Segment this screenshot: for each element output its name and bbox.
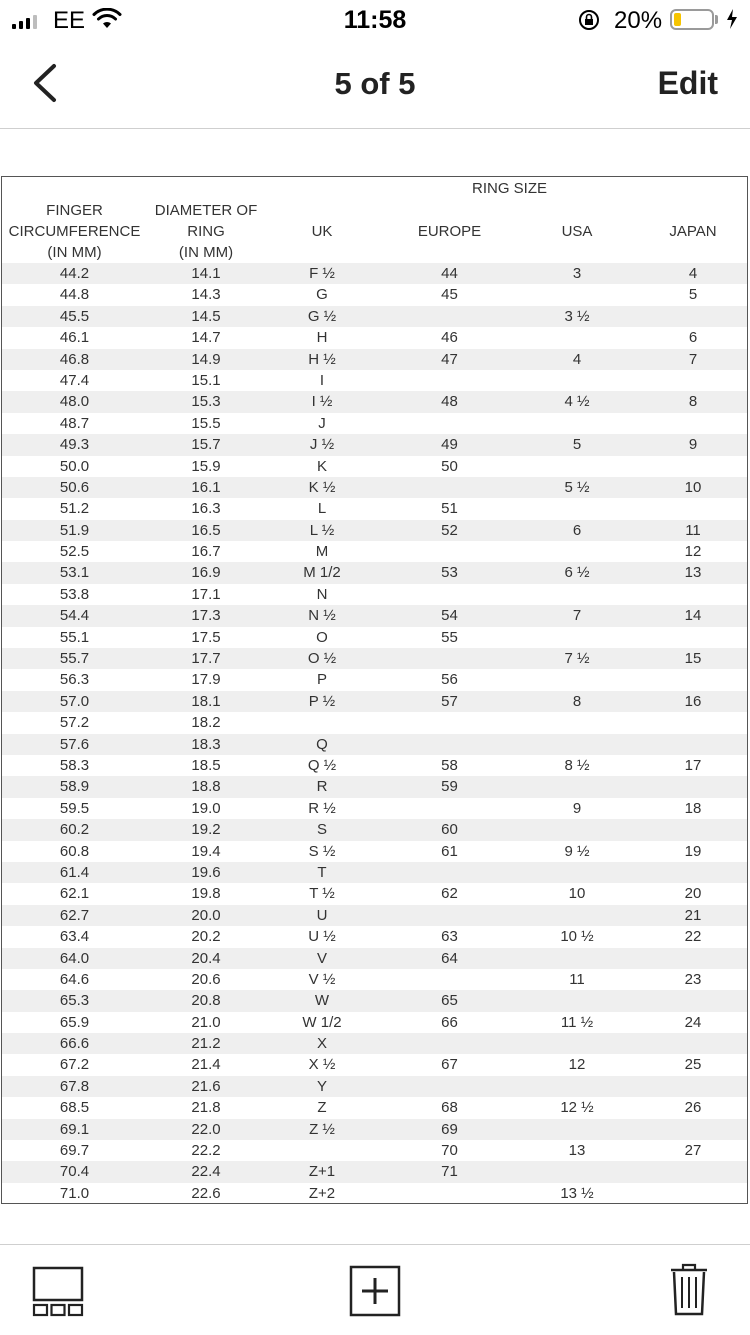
- table-row: [2, 327, 747, 348]
- table-row: [2, 712, 747, 733]
- finger-circumference-cell: 55.7: [59, 650, 90, 668]
- europe-size-cell: 63: [441, 928, 458, 946]
- japan-size-cell: 7: [688, 350, 698, 368]
- uk-size-cell: Z+2: [308, 1184, 336, 1202]
- europe-size-cell: 46: [441, 329, 458, 347]
- uk-size-cell: J ½: [309, 436, 335, 454]
- europe-size-cell: 59: [441, 778, 458, 796]
- japan-size-cell: 17: [684, 756, 702, 774]
- finger-circumference-cell: 59.5: [59, 799, 90, 817]
- diameter-cell: 16.1: [191, 478, 221, 496]
- add-button[interactable]: [349, 1265, 401, 1322]
- finger-circumference-cell: 44.2: [59, 265, 90, 282]
- uk-size-cell: M 1/2: [303, 564, 341, 582]
- table-row: [2, 926, 747, 947]
- table-row: [2, 456, 747, 477]
- diameter-cell: 20.8: [191, 992, 221, 1010]
- usa-size-cell: 4: [572, 350, 582, 368]
- grid-view-button[interactable]: [31, 1265, 85, 1322]
- table-row: [2, 969, 747, 990]
- usa-size-cell: 7: [572, 607, 582, 625]
- japan-size-cell: 27: [684, 1142, 702, 1160]
- table-row: [2, 1097, 747, 1118]
- photo-viewer[interactable]: [0, 129, 750, 1244]
- uk-size-cell: U: [316, 906, 328, 924]
- finger-circumference-cell: 64.6: [59, 970, 90, 988]
- diameter-cell: 17.3: [191, 607, 221, 625]
- uk-size-cell: Z ½: [309, 1120, 335, 1138]
- europe-size-cell: 69: [441, 1120, 458, 1138]
- table-row: [2, 541, 747, 562]
- grid-view-icon: [31, 1265, 85, 1317]
- uk-size-cell: Q: [316, 735, 328, 753]
- uk-size-cell: G: [316, 286, 328, 304]
- finger-circumference-cell: 56.3: [59, 671, 90, 689]
- diameter-cell: 14.3: [191, 286, 221, 304]
- diameter-cell: 21.6: [191, 1077, 221, 1095]
- finger-circumference-cell: 69.7: [59, 1142, 90, 1160]
- japan-size-cell: 13: [684, 564, 702, 582]
- finger-circumference-cell: 50.0: [59, 457, 90, 475]
- europe-size-cell: 45: [441, 286, 458, 304]
- japan-size-cell: 21: [684, 906, 702, 924]
- finger-circumference-cell: 62.1: [59, 885, 90, 903]
- battery-percentage: 20%: [614, 7, 663, 34]
- uk-size-cell: O: [316, 628, 328, 646]
- japan-size-cell: 6: [688, 329, 698, 347]
- finger-circumference-cell: 63.4: [59, 928, 90, 946]
- page-title: 5 of 5: [334, 66, 416, 101]
- usa-size-cell: 5 ½: [564, 478, 590, 496]
- table-row: [2, 306, 747, 327]
- finger-circumference-cell: 65.9: [59, 1013, 90, 1031]
- diameter-cell: 15.9: [191, 457, 221, 475]
- usa-size-cell: 6 ½: [564, 564, 590, 582]
- navigation-bar: [0, 40, 750, 129]
- table-row: [2, 1033, 747, 1054]
- uk-size-cell: F ½: [309, 265, 335, 282]
- carrier-name: EE: [53, 7, 86, 34]
- diameter-cell: 18.8: [191, 778, 221, 796]
- delete-button[interactable]: [669, 1263, 709, 1322]
- japan-size-cell: 10: [684, 478, 702, 496]
- charging-bolt-icon: [726, 9, 738, 34]
- usa-size-cell: 7 ½: [564, 650, 590, 668]
- finger-circumference-cell: 66.6: [59, 1035, 90, 1053]
- battery-icon: [670, 9, 714, 30]
- japan-size-cell: 20: [684, 885, 702, 903]
- table-row: [2, 391, 747, 412]
- ring-size-chart: [1, 176, 748, 1204]
- europe-size-cell: 52: [441, 521, 458, 539]
- usa-size-cell: 8: [572, 692, 582, 710]
- table-row: [2, 477, 747, 498]
- uk-size-cell: W: [314, 992, 330, 1010]
- table-row: [2, 883, 747, 904]
- diameter-cell: 18.5: [191, 756, 221, 774]
- europe-size-cell: 70: [441, 1142, 458, 1160]
- japan-size-cell: 11: [685, 521, 701, 539]
- europe-size-cell: 53: [441, 564, 458, 582]
- europe-size-cell: 50: [441, 457, 458, 475]
- europe-size-cell: 64: [441, 949, 458, 967]
- header-japan: JAPAN: [669, 223, 717, 240]
- uk-size-cell: V: [316, 949, 327, 967]
- diameter-cell: 18.3: [191, 735, 221, 753]
- uk-size-cell: V ½: [308, 970, 336, 988]
- table-row: [2, 905, 747, 926]
- europe-size-cell: 60: [441, 821, 458, 839]
- table-row: [2, 819, 747, 840]
- finger-circumference-cell: 57.6: [59, 735, 90, 753]
- uk-size-cell: Y: [316, 1077, 327, 1095]
- japan-size-cell: 4: [688, 265, 698, 282]
- japan-size-cell: 14: [684, 607, 702, 625]
- europe-size-cell: 65: [441, 992, 458, 1010]
- diameter-cell: 14.1: [191, 265, 221, 282]
- japan-size-cell: 8: [688, 393, 698, 411]
- finger-circumference-cell: 50.6: [59, 478, 90, 496]
- usa-size-cell: 13: [568, 1142, 586, 1160]
- finger-circumference-cell: 69.1: [59, 1120, 90, 1138]
- europe-size-cell: 61: [441, 842, 458, 860]
- table-row: [2, 798, 747, 819]
- header-europe: EUROPE: [417, 223, 482, 240]
- finger-circumference-cell: 68.5: [59, 1099, 90, 1117]
- finger-circumference-cell: 47.4: [59, 371, 90, 389]
- finger-circumference-cell: 60.8: [59, 842, 90, 860]
- uk-size-cell: R: [316, 778, 328, 796]
- diameter-cell: 14.9: [191, 350, 221, 368]
- finger-circumference-cell: 67.2: [59, 1056, 90, 1074]
- usa-size-cell: 13 ½: [560, 1184, 594, 1202]
- diameter-cell: 17.7: [191, 650, 221, 668]
- diameter-cell: 20.2: [191, 928, 221, 946]
- europe-size-cell: 44: [441, 265, 458, 282]
- uk-size-cell: L ½: [309, 521, 335, 539]
- usa-size-cell: 5: [572, 436, 582, 454]
- table-row: [2, 691, 747, 712]
- japan-size-cell: 25: [684, 1056, 702, 1074]
- europe-size-cell: 49: [441, 436, 458, 454]
- table-row: [2, 755, 747, 776]
- diameter-cell: 21.2: [191, 1035, 221, 1053]
- table-row: [2, 584, 747, 605]
- status-time: 11:58: [343, 6, 407, 34]
- diameter-cell: 21.8: [191, 1099, 221, 1117]
- uk-size-cell: Z: [317, 1099, 327, 1117]
- table-row: [2, 841, 747, 862]
- diameter-cell: 15.1: [191, 371, 221, 389]
- finger-circumference-cell: 53.1: [59, 564, 90, 582]
- table-header: [2, 177, 749, 263]
- table-row: [2, 776, 747, 797]
- diameter-cell: 22.4: [191, 1163, 221, 1181]
- japan-size-cell: 19: [684, 842, 702, 860]
- finger-circumference-cell: 53.8: [59, 585, 90, 603]
- finger-circumference-cell: 65.3: [59, 992, 90, 1010]
- table-row: [2, 734, 747, 755]
- ring-size-group-header: RING SIZE: [471, 180, 547, 197]
- europe-size-cell: 66: [441, 1013, 458, 1031]
- diameter-cell: 15.7: [191, 436, 221, 454]
- europe-size-cell: 57: [441, 692, 458, 710]
- diameter-cell: 17.1: [191, 585, 221, 603]
- uk-size-cell: T ½: [309, 885, 335, 903]
- europe-size-cell: 55: [441, 628, 458, 646]
- uk-size-cell: K ½: [308, 478, 336, 496]
- usa-size-cell: 11: [569, 970, 585, 988]
- header-diameter-of-ring: DIAMETER OF RING (IN MM): [154, 202, 258, 261]
- diameter-cell: 20.0: [191, 906, 221, 924]
- table-row: [2, 1183, 747, 1204]
- europe-size-cell: 58: [441, 756, 458, 774]
- table-body: [2, 263, 747, 1204]
- uk-size-cell: N ½: [308, 607, 336, 625]
- battery-tip: [715, 15, 718, 24]
- uk-size-cell: J: [318, 414, 326, 432]
- table-row: [2, 605, 747, 626]
- table-row: [2, 284, 747, 305]
- uk-size-cell: H ½: [308, 350, 336, 368]
- diameter-cell: 17.9: [191, 671, 221, 689]
- finger-circumference-cell: 55.1: [59, 628, 90, 646]
- table-row: [2, 1012, 747, 1033]
- diameter-cell: 18.2: [191, 714, 221, 732]
- uk-size-cell: U ½: [308, 928, 336, 946]
- finger-circumference-cell: 51.9: [59, 521, 90, 539]
- finger-circumference-cell: 57.0: [59, 692, 90, 710]
- uk-size-cell: S ½: [308, 842, 336, 860]
- diameter-cell: 16.5: [191, 521, 221, 539]
- uk-size-cell: I ½: [311, 393, 333, 411]
- uk-size-cell: H: [316, 329, 328, 347]
- usa-size-cell: 10 ½: [560, 928, 594, 946]
- rotation-lock-icon: [578, 9, 600, 36]
- edit-button[interactable]: Edit: [657, 65, 718, 101]
- diameter-cell: 22.6: [191, 1184, 221, 1202]
- uk-size-cell: S: [316, 821, 327, 839]
- header-finger-circumference: FINGER CIRCUMFERENCE (IN MM): [8, 202, 141, 261]
- table-row: [2, 1119, 747, 1140]
- europe-size-cell: 68: [441, 1099, 458, 1117]
- finger-circumference-cell: 62.7: [59, 906, 90, 924]
- usa-size-cell: 10: [568, 885, 586, 903]
- uk-size-cell: N: [316, 585, 328, 603]
- uk-size-cell: X ½: [308, 1056, 336, 1074]
- uk-size-cell: P: [316, 671, 327, 689]
- table-row: [2, 627, 747, 648]
- japan-size-cell: 9: [688, 436, 698, 454]
- finger-circumference-cell: 71.0: [59, 1184, 90, 1202]
- diameter-cell: 15.3: [191, 393, 221, 411]
- europe-size-cell: 48: [441, 393, 458, 411]
- diameter-cell: 22.0: [191, 1120, 221, 1138]
- uk-size-cell: Z+1: [308, 1163, 336, 1181]
- finger-circumference-cell: 70.4: [59, 1163, 90, 1181]
- japan-size-cell: 5: [688, 286, 698, 304]
- header-usa: USA: [561, 223, 593, 240]
- diameter-cell: 14.7: [191, 329, 221, 347]
- finger-circumference-cell: 45.5: [59, 307, 90, 325]
- finger-circumference-cell: 57.2: [59, 714, 90, 732]
- finger-circumference-cell: 46.8: [59, 350, 90, 368]
- finger-circumference-cell: 48.0: [59, 393, 90, 411]
- finger-circumference-cell: 67.8: [59, 1077, 90, 1095]
- finger-circumference-cell: 60.2: [59, 821, 90, 839]
- table-row: [2, 520, 747, 541]
- table-row: [2, 648, 747, 669]
- table-row: [2, 498, 747, 519]
- table-row: [2, 1054, 747, 1075]
- diameter-cell: 16.9: [191, 564, 221, 582]
- table-row: [2, 990, 747, 1011]
- uk-size-cell: O ½: [307, 650, 337, 668]
- uk-size-cell: X: [316, 1035, 327, 1053]
- uk-size-cell: R ½: [308, 799, 336, 817]
- bottom-toolbar: [0, 1244, 750, 1335]
- table-row: [2, 562, 747, 583]
- japan-size-cell: 15: [684, 650, 702, 668]
- uk-size-cell: G ½: [307, 307, 337, 325]
- diameter-cell: 19.6: [191, 863, 221, 881]
- finger-circumference-cell: 61.4: [59, 863, 90, 881]
- uk-size-cell: W 1/2: [302, 1013, 342, 1031]
- status-bar: [0, 0, 750, 40]
- finger-circumference-cell: 54.4: [59, 607, 90, 625]
- japan-size-cell: 26: [684, 1099, 702, 1117]
- diameter-cell: 19.2: [191, 821, 221, 839]
- diameter-cell: 20.6: [191, 970, 221, 988]
- japan-size-cell: 23: [684, 970, 702, 988]
- diameter-cell: 20.4: [191, 949, 221, 967]
- usa-size-cell: 9 ½: [564, 842, 590, 860]
- usa-size-cell: 8 ½: [564, 756, 590, 774]
- europe-size-cell: 51: [441, 500, 458, 518]
- uk-size-cell: L: [317, 500, 327, 518]
- table-row: [2, 1161, 747, 1182]
- uk-size-cell: K: [316, 457, 327, 475]
- diameter-cell: 14.5: [191, 307, 221, 325]
- diameter-cell: 22.2: [191, 1142, 221, 1160]
- finger-circumference-cell: 64.0: [59, 949, 90, 967]
- finger-circumference-cell: 49.3: [59, 436, 90, 454]
- diameter-cell: 18.1: [191, 692, 221, 710]
- table-row: [2, 862, 747, 883]
- table-row: [2, 669, 747, 690]
- usa-size-cell: 6: [572, 521, 582, 539]
- table-row: [2, 413, 747, 434]
- uk-size-cell: Q ½: [307, 756, 337, 774]
- uk-size-cell: M: [315, 543, 329, 561]
- finger-circumference-cell: 48.7: [59, 414, 90, 432]
- usa-size-cell: 3: [572, 265, 582, 282]
- diameter-cell: 16.7: [191, 543, 221, 561]
- table-row: [2, 1140, 747, 1161]
- usa-size-cell: 3 ½: [564, 307, 590, 325]
- diameter-cell: 19.0: [191, 799, 221, 817]
- europe-size-cell: 47: [441, 350, 458, 368]
- usa-size-cell: 4 ½: [564, 393, 590, 411]
- header-uk: UK: [311, 223, 333, 240]
- europe-size-cell: 67: [441, 1056, 458, 1074]
- japan-size-cell: 24: [684, 1013, 702, 1031]
- europe-size-cell: 62: [441, 885, 458, 903]
- trash-icon: [669, 1263, 709, 1317]
- europe-size-cell: 54: [441, 607, 458, 625]
- diameter-cell: 21.4: [191, 1056, 221, 1074]
- japan-size-cell: 16: [684, 692, 702, 710]
- diameter-cell: 19.8: [191, 885, 221, 903]
- usa-size-cell: 12 ½: [560, 1099, 594, 1117]
- europe-size-cell: 71: [441, 1163, 458, 1181]
- table-row: [2, 349, 747, 370]
- finger-circumference-cell: 58.9: [59, 778, 90, 796]
- diameter-cell: 16.3: [191, 500, 221, 518]
- usa-size-cell: 9: [572, 799, 582, 817]
- table-row: [2, 948, 747, 969]
- japan-size-cell: 22: [684, 928, 702, 946]
- battery-fill: [674, 13, 681, 26]
- uk-size-cell: P ½: [308, 692, 336, 710]
- finger-circumference-cell: 44.8: [59, 286, 90, 304]
- europe-size-cell: 56: [441, 671, 458, 689]
- diameter-cell: 15.5: [191, 414, 221, 432]
- finger-circumference-cell: 51.2: [59, 500, 90, 518]
- table-row: [2, 1076, 747, 1097]
- usa-size-cell: 11 ½: [560, 1013, 594, 1031]
- finger-circumference-cell: 58.3: [59, 756, 90, 774]
- diameter-cell: 21.0: [191, 1013, 221, 1031]
- finger-circumference-cell: 46.1: [59, 329, 90, 347]
- diameter-cell: 17.5: [191, 628, 221, 646]
- finger-circumference-cell: 52.5: [59, 543, 90, 561]
- diameter-cell: 19.4: [191, 842, 221, 860]
- uk-size-cell: T: [317, 863, 327, 881]
- usa-size-cell: 12: [568, 1056, 586, 1074]
- add-icon: [349, 1265, 401, 1317]
- uk-size-cell: I: [319, 371, 325, 389]
- japan-size-cell: 12: [684, 543, 702, 561]
- japan-size-cell: 18: [684, 799, 702, 817]
- table-row: [2, 434, 747, 455]
- table-row: [2, 370, 747, 391]
- table-row: [2, 263, 747, 284]
